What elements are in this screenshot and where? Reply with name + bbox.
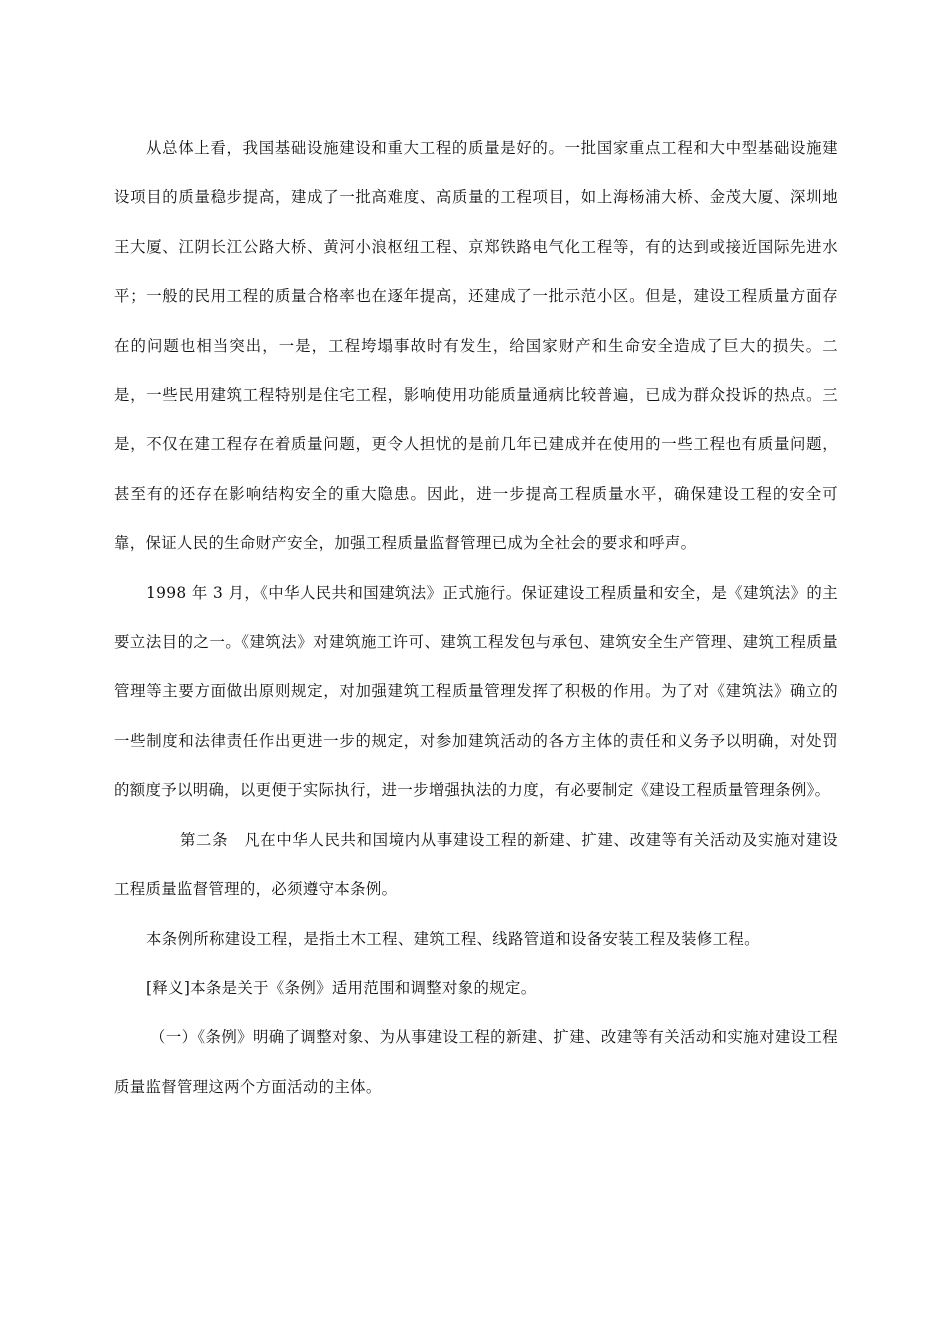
document-body bbox=[114, 124, 838, 1112]
paragraph-article-two: 第二条 凡在中华人民共和国境内从事建设工程的新建、扩建、改建等有关活动及实施对建设工程质量监督管理的，必须遵守本条例。 bbox=[114, 830, 838, 899]
paragraph-definition: 本条例所称建设工程，是指土木工程、建筑工程、线路管道和设备安装工程及装修工程。 bbox=[146, 929, 760, 948]
paragraph-interpretation: [释义]本条是关于《条例》适用范围和调整对象的规定。 bbox=[146, 978, 537, 997]
paragraph-scope-item-one: （一）《条例》明确了调整对象、为从事建设工程的新建、扩建、改建等有关活动和实施对建设工程质量监督管理这两个方面活动的主体。 bbox=[114, 1028, 838, 1096]
paragraph-construction-law: 1998 年 3 月，《中华人民共和国建筑法》正式施行。保证建设工程质量和安全，是《建筑法》的主要立法目的之一。《建筑法》对建筑施工许可、建筑工程发包与承包、建筑安全生产管理、建筑工程质量管理等主要方面做出原则规定，对加强建筑工程质量管理发挥了积极的作用。为了对《建筑法》确立的一些制度和法律责任作出更进一步的规定，对参加建筑活动的各方主体的责任和义务予以明确，对处罚的额度予以明确，以更便于实际执行，进一步增强执法的力度，有必要制定《建设工程质量管理条例》。 bbox=[114, 583, 838, 800]
paragraph-quality-overview: 从总体上看，我国基础设施建设和重大工程的质量是好的。一批国家重点工程和大中型基础设施建设项目的质量稳步提高，建成了一批高难度、高质量的工程项目，如上海杨浦大桥、金茂大厦、深圳地王大厦、江阴长江公路大桥、黄河小浪枢纽工程、京郑铁路电气化工程等，有的达到或接近国际先进水平；一般的民用工程的质量合格率也在逐年提高，还建成了一批示范小区。但是，建设工程质量方面存在的问题也相当突出，一是，工程垮塌事故时有发生，给国家财产和生命安全造成了巨大的损失。二是，一些民用建筑工程特别是住宅工程，影响使用功能质量通病比较普遍，已成为群众投诉的热点。三是，不仅在建工程存在着质量问题，更令人担忧的是前几年已建成并在使用的一些工程也有质量问题，甚至有的还存在影响结构安全的重大隐患。因此，进一步提高工程质量水平，确保建设工程的安全可靠，保证人民的生命财产安全，加强工程质量监督管理已成为全社会的要求和呼声。 bbox=[114, 139, 838, 553]
